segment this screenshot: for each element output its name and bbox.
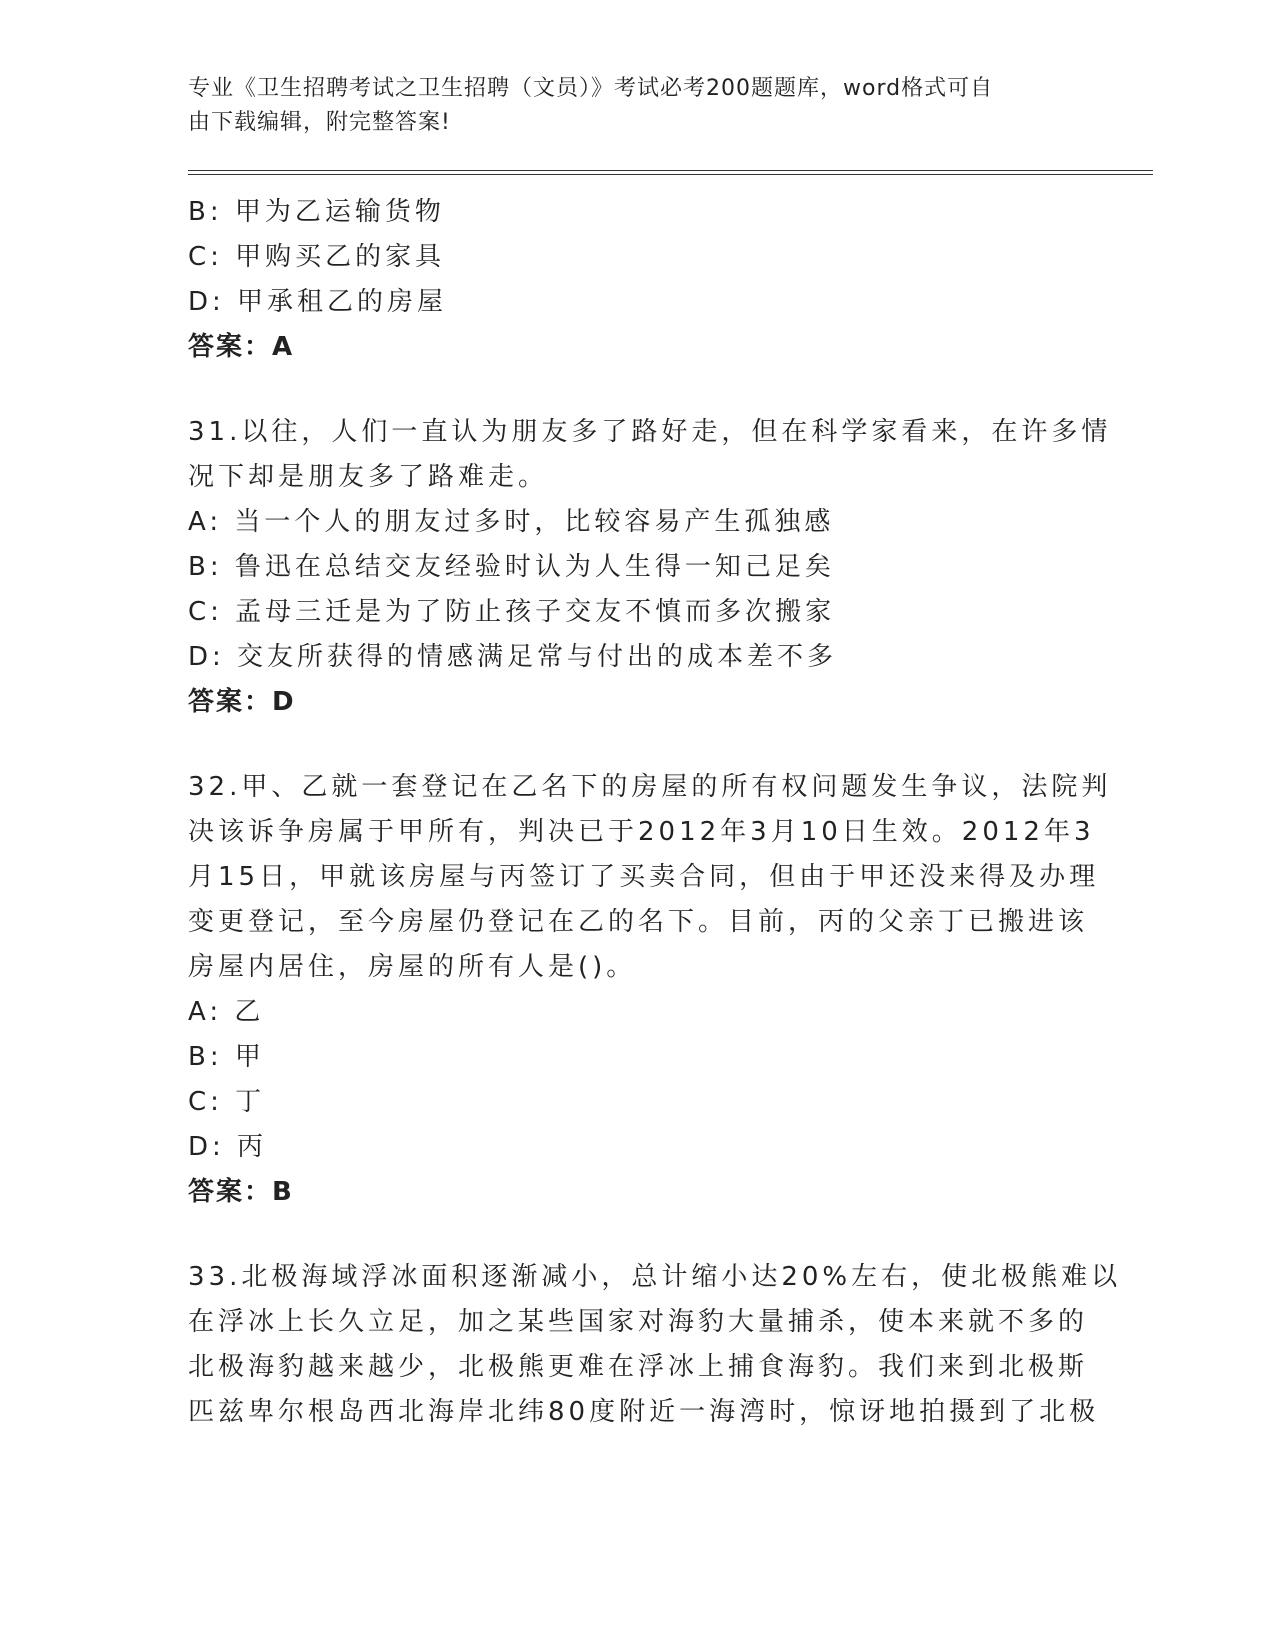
question-text-line: 33.北极海域浮冰面积逐渐减小，总计缩小达20%左右，使北极熊难以 [188,1262,1122,1292]
question-text-line: 在浮冰上长久立足，加之某些国家对海豹大量捕杀，使本来就不多的 [188,1307,1089,1337]
question-30-continued [188,190,1088,370]
document-header [188,72,1068,140]
question-text-line: 变更登记，至今房屋仍登记在乙的名下。目前，丙的父亲丁已搬进该 [188,907,1089,937]
option-d: D: 甲承租乙的房屋 [188,287,448,317]
spacer [188,725,1088,765]
question-text-line: 房屋内居住，房屋的所有人是()。 [188,952,637,982]
option-c: C: 甲购买乙的家具 [188,242,446,272]
question-31 [188,410,1112,725]
header-divider-bottom [188,174,1153,175]
spacer [188,1215,1088,1255]
question-text-line: 况下却是朋友多了路难走。 [188,462,549,492]
header-line-2: 由下载编辑，附完整答案! [188,110,451,135]
question-33 [188,1255,1122,1435]
question-text-line: 决该诉争房属于甲所有，判决已于2012年3月10日生效。2012年3 [188,817,1095,847]
option-a: A: 当一个人的朋友过多时，比较容易产生孤独感 [188,507,835,537]
option-b: B: 甲为乙运输货物 [188,197,445,227]
option-d: D: 交友所获得的情感满足常与付出的成本差不多 [188,642,838,672]
question-text-line: 31.以往，人们一直认为朋友多了路好走，但在科学家看来，在许多情 [188,417,1112,447]
question-text-line: 32.甲、乙就一套登记在乙名下的房屋的所有权问题发生争议，法院判 [188,772,1112,802]
question-text-line: 月15日，甲就该房屋与丙签订了买卖合同，但由于甲还没来得及办理 [188,862,1100,892]
answer-line: 答案：B [188,1177,294,1207]
answer-line: 答案：D [188,687,296,717]
option-c: C: 丁 [188,1087,266,1117]
spacer [188,370,1088,410]
option-b: B: 鲁迅在总结交友经验时认为人生得一知己足矣 [188,552,835,582]
question-list [188,190,1122,1435]
question-text-line: 北极海豹越来越少，北极熊更难在浮冰上捕食海豹。我们来到北极斯 [188,1352,1089,1382]
header-line-1: 专业《卫生招聘考试之卫生招聘（文员）》考试必考200题题库，word格式可自 [188,76,994,101]
option-b: B: 甲 [188,1042,265,1072]
header-divider-top [188,170,1153,171]
question-text-line: 匹兹卑尔根岛西北海岸北纬80度附近一海湾时，惊讶地拍摄到了北极 [188,1397,1100,1427]
question-32 [188,765,1112,1215]
option-d: D: 丙 [188,1132,268,1162]
answer-line: 答案：A [188,332,295,362]
option-a: A: 乙 [188,997,265,1027]
option-c: C: 孟母三迁是为了防止孩子交友不慎而多次搬家 [188,597,836,627]
